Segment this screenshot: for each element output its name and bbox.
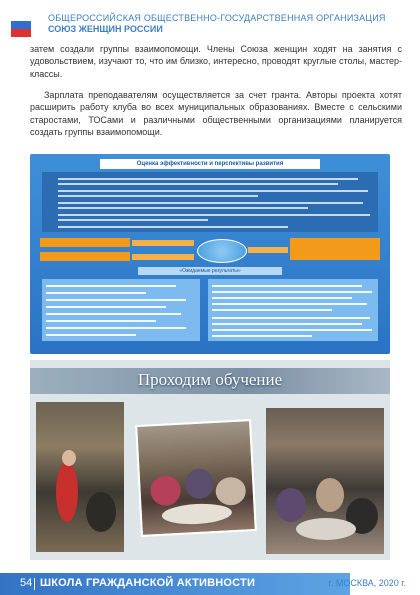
slide-results-left: [42, 279, 200, 341]
slide-effectiveness-image: [30, 154, 390, 354]
slide-arrow: [132, 240, 194, 246]
footer-title: ШКОЛА ГРАЖДАНСКОЙ АКТИВНОСТИ: [40, 577, 256, 589]
organization-name-line2: СОЮЗ ЖЕНЩИН РОССИИ: [48, 24, 163, 34]
footer-bar: [0, 573, 350, 595]
footer-place-date: г. МОСКВА, 2020 г.: [328, 578, 406, 588]
page-footer: [0, 573, 420, 595]
page-number: 54: [20, 577, 33, 589]
body-paragraph-1: затем создали группы взаимопомощи. Члены Союза женщин ходят на занятия с удовольствием, изучают то, что им близко, интересно, проводят круглые столы, мастер-классы.: [30, 44, 402, 79]
training-photo-1: [36, 402, 124, 552]
slide-orange-box-right: [290, 238, 380, 260]
slide-results-right: [208, 279, 378, 341]
slide-text-block: [42, 172, 378, 232]
flag-stripe-blue: [11, 21, 31, 29]
flag-stripe-red: [11, 29, 31, 37]
slide-title: Проходим обучение: [137, 370, 283, 389]
flag-stripe-white: [11, 13, 31, 21]
page-header: [0, 10, 420, 40]
slide-arrow: [248, 247, 288, 253]
russian-flag-icon: [11, 13, 31, 37]
slide-center-oval: [197, 239, 247, 263]
organization-name-line1: ОБЩЕРОССИЙСКАЯ ОБЩЕСТВЕННО-ГОСУДАРСТВЕННАЯ ОРГАНИЗАЦИЯ: [48, 13, 386, 23]
slide-training-photos: [30, 360, 390, 560]
training-photo-2: [135, 419, 257, 537]
slide-orange-box-left-bottom: [40, 252, 130, 261]
training-photo-3: [266, 408, 384, 554]
body-paragraph-2: Зарплата преподавателям осуществляется за счет гранта. Авторы проекта хотят расширить работу клуба во всех муниципальных образованиях. Вместе с сельскими старостами, ТОСами и различными общественными организациями планируется создать группы взаимопомощи.: [30, 90, 402, 138]
slide-title: Оценка эффективности и перспективы развития: [100, 159, 320, 169]
slide-arrow: [132, 254, 194, 260]
slide-subtitle: «Ожидаемые результаты»: [138, 267, 282, 275]
slide-orange-box-left-top: [40, 238, 130, 247]
